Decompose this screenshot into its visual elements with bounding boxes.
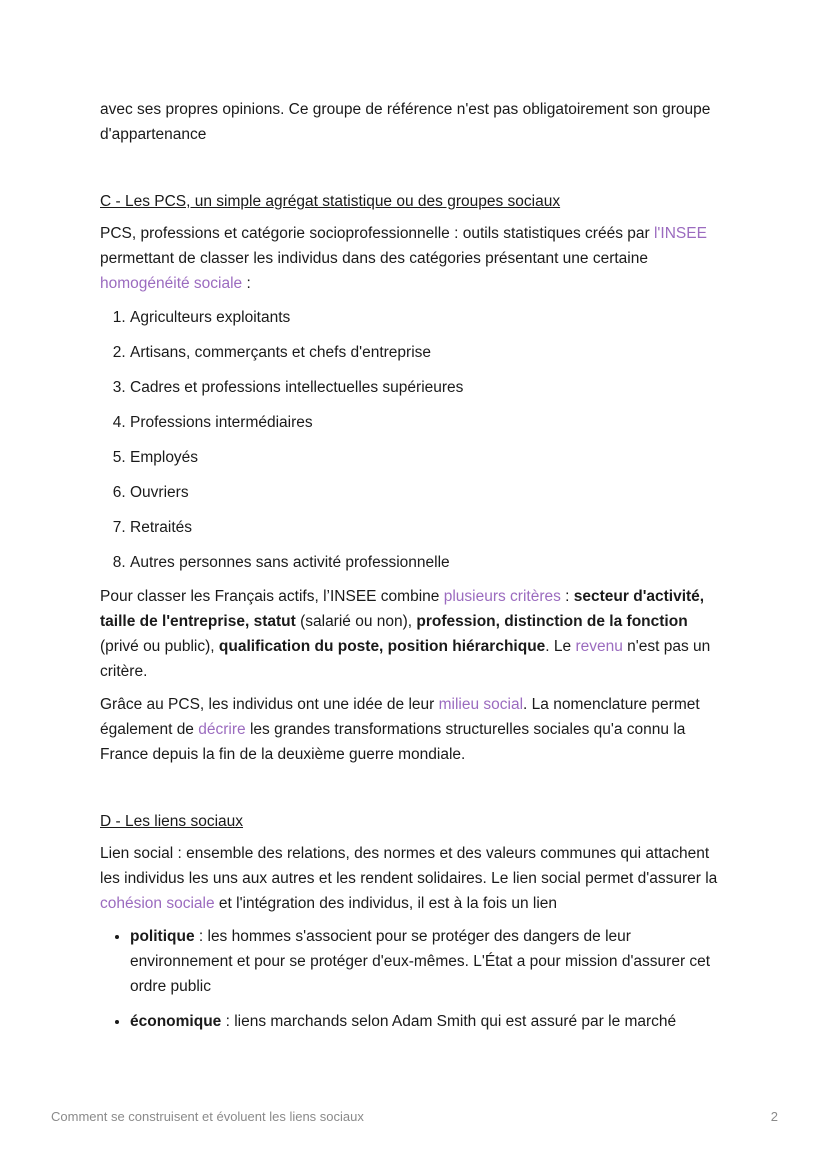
milieu-social-link[interactable]: milieu social: [438, 696, 524, 713]
section-d-heading: D - Les liens sociaux: [100, 813, 244, 830]
list-item: 8. Autres personnes sans activité professionnelle: [130, 550, 730, 575]
cohesion-sociale-link[interactable]: cohésion sociale: [100, 895, 215, 912]
document-body: [100, 97, 730, 1044]
page-footer: [51, 1109, 778, 1124]
insee-link[interactable]: l'INSEE: [653, 225, 707, 242]
section-c-heading: C - Les PCS, un simple agrégat statistique ou des groupes sociaux: [100, 193, 561, 210]
footer-title: Comment se construisent et évoluent les liens sociaux: [51, 1109, 364, 1124]
decrire-link[interactable]: décrire: [198, 721, 246, 738]
revenu-link[interactable]: revenu: [575, 638, 623, 655]
list-item: • politique : les hommes s'associent pour se protéger des dangers de leur environnement et pour se protéger d'eux-mêmes. L'État a pour mission d'assurer cet ordre public: [130, 924, 730, 999]
list-item: 6. Ouvriers: [130, 480, 730, 505]
list-item: • économique : liens marchands selon Adam Smith qui est assuré par le marché: [130, 1009, 730, 1034]
page-number: 2: [770, 1109, 778, 1124]
section-c-paragraph-2: Pour classer les Français actifs, l’INSEE combine plusieurs critères : secteur d'activité, taille de l'entreprise, statut (salarié ou non), profession, distinction de la fonction (privé ou public), qualification du poste, position hiérarchique. Le revenu n'est pas un critère.: [100, 588, 711, 680]
section-c-paragraph-1: PCS, professions et catégorie socioprofessionnelle : outils statistiques créés par l'INSEE permettant de classer les individus dans des catégories présentant une certaine homogénéité sociale :: [100, 225, 707, 292]
list-item: 7. Retraités: [130, 515, 730, 540]
section-d-paragraph-1: Lien social : ensemble des relations, des normes et des valeurs communes qui attachent les individus les uns aux autres et les rendent solidaires. Le lien social permet d'assurer la cohésion sociale et l'intégration des individus, il est à la fois un lien: [100, 845, 718, 912]
list-item: 5. Employés: [130, 445, 730, 470]
list-item: 3. Cadres et professions intellectuelles supérieures: [130, 375, 730, 400]
liens-sociaux-list: [100, 924, 730, 1034]
plusieurs-criteres-link[interactable]: plusieurs critères: [443, 588, 561, 605]
homogeneite-sociale-link[interactable]: homogénéité sociale: [100, 275, 243, 292]
list-item: 2. Artisans, commerçants et chefs d'entreprise: [130, 340, 730, 365]
list-item: 1. Agriculteurs exploitants: [130, 305, 730, 330]
section-c-paragraph-3: Grâce au PCS, les individus ont une idée de leur milieu social. La nomenclature permet également de décrire les grandes transformations structurelles sociales qu'a connu la France depuis la fin de la deuxième guerre mondiale.: [100, 696, 700, 763]
pcs-categories-list: [100, 305, 730, 575]
list-item: 4. Professions intermédiaires: [130, 410, 730, 435]
intro-paragraph: avec ses propres opinions. Ce groupe de référence n'est pas obligatoirement son groupe d'appartenance: [100, 101, 711, 143]
